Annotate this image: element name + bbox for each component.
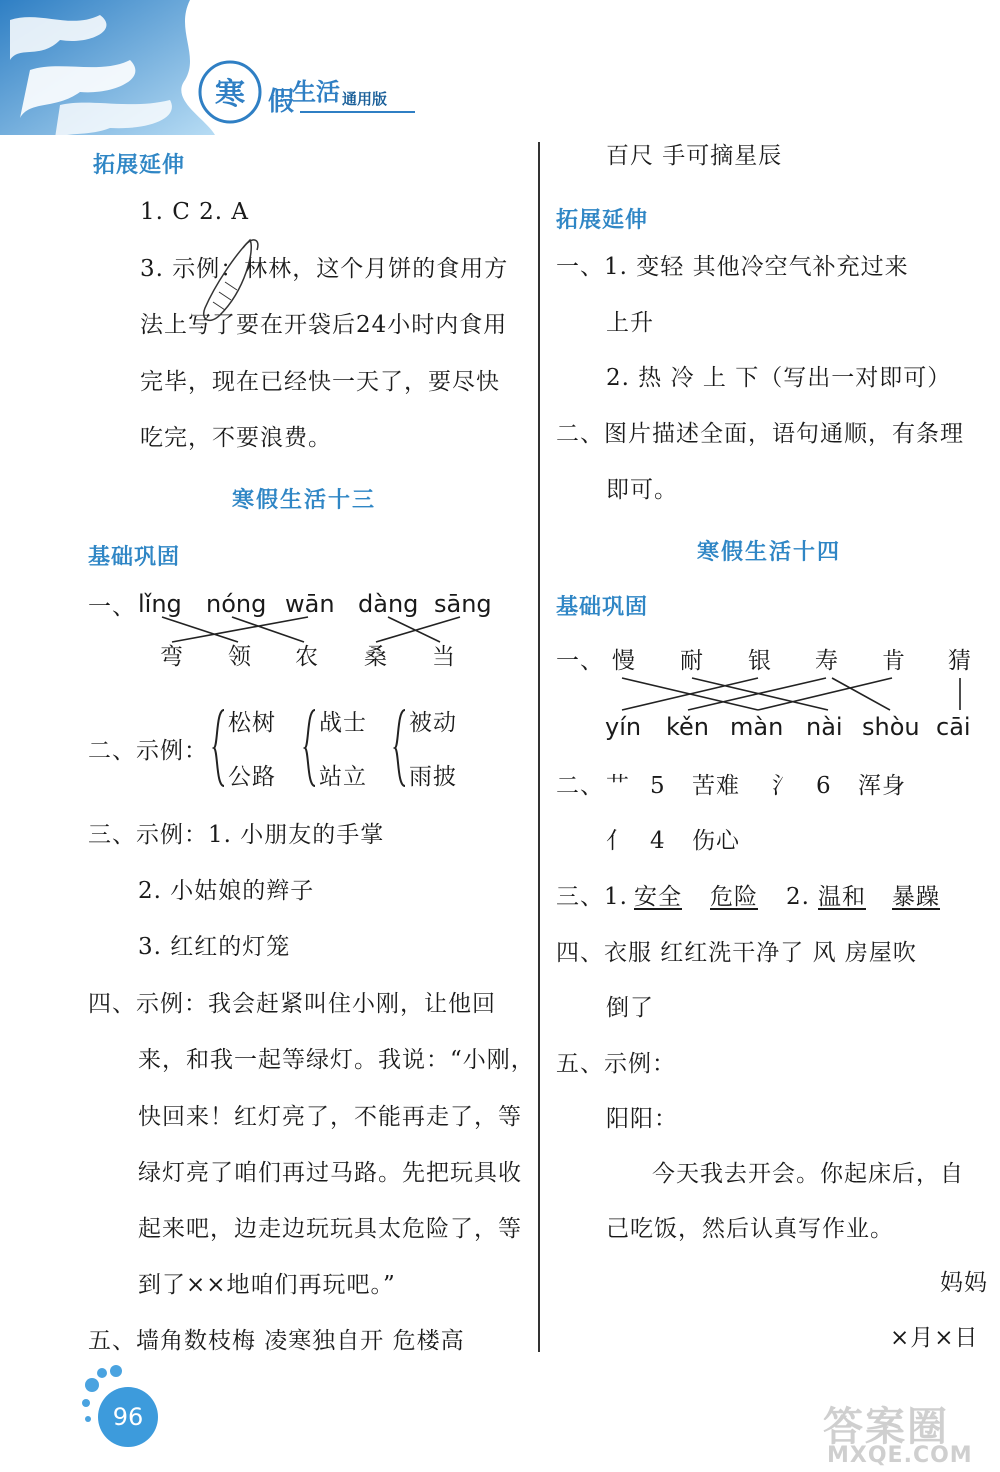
watermark-url: MXQE.COM xyxy=(827,1443,973,1468)
note-body-line: 今天我去开会。你起床后，自 xyxy=(652,1161,964,1187)
brace-icon xyxy=(212,708,226,788)
q2-cell: 艹 xyxy=(606,773,630,799)
pinyin-item: nài xyxy=(806,713,843,741)
left-tuozhan-answer-3: 3. 示例：林林，这个月饼的食用方 xyxy=(140,256,509,282)
q3-answer: 安全 xyxy=(634,884,682,910)
svg-text:寒: 寒 xyxy=(215,77,245,112)
hanzi-item: 农 xyxy=(295,644,319,670)
right-jichu-heading: 基础巩固 xyxy=(556,595,649,620)
q2-cell: 亻 xyxy=(606,828,630,854)
note-date: ×月×日 xyxy=(890,1325,979,1351)
pinyin-item: dàng xyxy=(358,590,419,618)
hanzi-item: 当 xyxy=(432,644,456,670)
left-tuozhan-line: 吃完，不要浪费。 xyxy=(140,425,332,451)
left-q5-line: 五、墙角数枝梅 凌寒独自开 危楼高 xyxy=(88,1328,465,1354)
svg-text:假: 假 xyxy=(268,87,295,117)
q3-answer: 危险 xyxy=(710,884,758,910)
left-q1-label: 一、 xyxy=(88,594,136,620)
left-section-title: 寒假生活十三 xyxy=(232,488,377,513)
watermark-text: 答案圈 xyxy=(823,1404,949,1450)
right-t1-line: 2. 热 冷 上 下（写出一对即可） xyxy=(606,365,952,391)
q2-cell: 伤心 xyxy=(692,828,740,854)
left-tuozhan-line: 完毕，现在已经快一天了，要尽快 xyxy=(140,369,500,395)
right-section-title: 寒假生活十四 xyxy=(697,540,842,565)
q2-cell: 5 xyxy=(650,773,666,799)
note-signature: 妈妈 xyxy=(940,1270,988,1296)
hanzi-item: 领 xyxy=(228,644,252,670)
right-tuozhan-heading: 拓展延伸 xyxy=(556,208,649,233)
left-tuozhan-line: 法上写了要在开袋后24小时内食用 xyxy=(140,312,508,338)
left-q2-label: 二、示例： xyxy=(88,738,208,764)
left-q4-line: 来，和我一起等绿灯。我说：“小刚， xyxy=(138,1047,535,1073)
left-q4-line: 到了××地咱们再玩吧。” xyxy=(138,1272,396,1298)
q2-cell: 6 xyxy=(816,773,832,799)
left-q3-line: 2. 小姑娘的辫子 xyxy=(138,878,315,904)
pencil-doodle-icon xyxy=(195,230,265,330)
q2-cell: 氵 xyxy=(772,773,796,799)
pinyin-item: sāng xyxy=(434,590,492,618)
pinyin-item: màn xyxy=(730,713,784,741)
hanzi-item: 耐 xyxy=(680,648,704,674)
left-q4-line: 快回来！红灯亮了，不能再走了，等 xyxy=(138,1104,522,1130)
matching-lines xyxy=(600,672,990,716)
left-tuozhan-heading: 拓展延伸 xyxy=(93,153,186,178)
pinyin-item: nóng xyxy=(206,590,267,618)
q2-word: 被动 xyxy=(409,710,457,736)
q2-word: 松树 xyxy=(228,710,276,736)
right-q4-line: 四、衣服 红红洗干净了 风 房屋吹 xyxy=(556,940,917,966)
pinyin-item: shòu xyxy=(862,713,920,741)
pinyin-item: cāi xyxy=(936,713,971,741)
watermark xyxy=(815,1395,995,1470)
q2-word: 站立 xyxy=(319,764,367,790)
left-q4-line: 起来吧，边走边玩玩具太危险了，等 xyxy=(138,1216,522,1242)
brace-icon xyxy=(393,708,407,788)
hanzi-item: 寿 xyxy=(815,648,839,674)
right-q4-line: 倒了 xyxy=(606,995,654,1021)
right-q3-label: 三、1. xyxy=(556,884,628,910)
left-q4-line: 绿灯亮了咱们再过马路。先把玩具收 xyxy=(138,1160,522,1186)
pinyin-item: kěn xyxy=(666,713,710,741)
left-tuozhan-answer-1: 1. C 2. A xyxy=(140,199,250,225)
hanzi-item: 桑 xyxy=(364,644,388,670)
hanzi-item: 肯 xyxy=(882,648,906,674)
right-q5-label: 五、示例： xyxy=(556,1051,676,1077)
page-number: 96 xyxy=(112,1403,144,1431)
hanzi-item: 猜 xyxy=(948,648,972,674)
q2-cell: 4 xyxy=(650,828,666,854)
pinyin-item: lǐng xyxy=(138,590,182,618)
q2-word: 公路 xyxy=(228,764,276,790)
q2-cell: 苦难 xyxy=(692,773,740,799)
hanzi-item: 弯 xyxy=(160,644,184,670)
brace-icon xyxy=(303,708,317,788)
page-number-badge xyxy=(80,1365,190,1455)
right-q1-label: 一、 xyxy=(556,648,604,674)
pinyin-item: yín xyxy=(605,713,642,741)
right-t1-line: 上升 xyxy=(606,310,654,336)
right-t2-line: 即可。 xyxy=(606,477,678,503)
q3-answer: 温和 xyxy=(818,884,866,910)
right-q2-label: 二、 xyxy=(556,773,604,799)
hanzi-item: 银 xyxy=(748,648,772,674)
column-divider xyxy=(538,142,540,1352)
header-banner xyxy=(0,0,420,140)
left-jichu-heading: 基础巩固 xyxy=(88,545,181,570)
pinyin-item: wān xyxy=(285,590,335,618)
left-q4-line: 四、示例：我会赶紧叫住小刚，让他回 xyxy=(88,991,496,1017)
note-greeting: 阳阳： xyxy=(606,1106,678,1132)
svg-text:通用版: 通用版 xyxy=(342,90,388,108)
note-body-line: 己吃饭，然后认真写作业。 xyxy=(606,1216,894,1242)
q2-cell: 浑身 xyxy=(858,773,906,799)
q2-word: 雨披 xyxy=(409,764,457,790)
q3-mid-label: 2. xyxy=(786,884,810,910)
q2-word: 战士 xyxy=(319,710,367,736)
hanzi-item: 慢 xyxy=(612,648,636,674)
svg-text:生活: 生活 xyxy=(292,78,340,106)
left-q3-line: 三、示例：1. 小朋友的手掌 xyxy=(88,822,385,848)
right-t1-line: 一、1. 变轻 其他冷空气补充过来 xyxy=(556,254,909,280)
right-continued-line: 百尺 手可摘星辰 xyxy=(606,143,783,169)
right-t2-line: 二、图片描述全面，语句通顺，有条理 xyxy=(556,421,964,447)
q3-answer: 暴躁 xyxy=(892,884,940,910)
left-q3-line: 3. 红红的灯笼 xyxy=(138,934,291,960)
